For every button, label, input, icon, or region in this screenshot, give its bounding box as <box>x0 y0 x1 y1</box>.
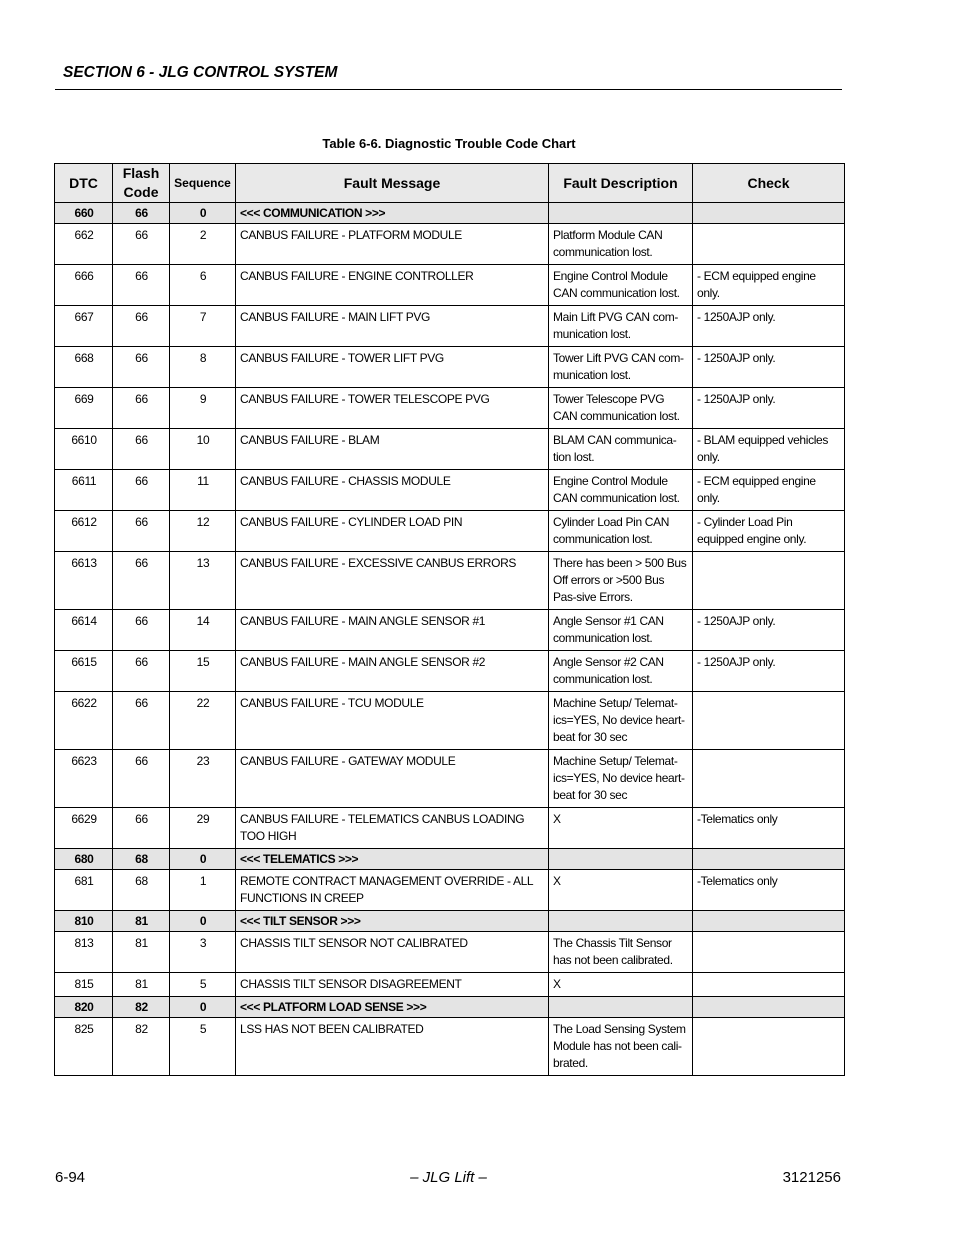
cell-fault-description: Angle Sensor #1 CAN communication lost. <box>549 610 693 651</box>
col-header-fault-message: Fault Message <box>236 164 549 203</box>
dtc-table <box>54 163 845 1076</box>
cell-sequence: 29 <box>170 808 236 849</box>
cell-fault-message: CANBUS FAILURE - TOWER TELESCOPE PVG <box>236 388 549 429</box>
cell-dtc: 681 <box>55 870 113 911</box>
cell-fault-description: Platform Module CAN communication lost. <box>549 224 693 265</box>
table-row <box>55 750 845 808</box>
cell-fault-description <box>549 997 693 1018</box>
cell-check: - BLAM equipped vehicles only. <box>693 429 845 470</box>
cell-sequence: 23 <box>170 750 236 808</box>
cell-fault-message: CANBUS FAILURE - GATEWAY MODULE <box>236 750 549 808</box>
cell-sequence: 12 <box>170 511 236 552</box>
cell-flash-code: 68 <box>113 870 170 911</box>
cell-fault-message: REMOTE CONTRACT MANAGEMENT OVERRIDE - ALL FUNCTIONS IN CREEP <box>236 870 549 911</box>
cell-fault-description: Engine Control Module CAN communication lost. <box>549 470 693 511</box>
cell-flash-code: 81 <box>113 911 170 932</box>
col-header-flash-line1: Flash <box>122 165 160 181</box>
col-header-check: Check <box>693 164 845 203</box>
table-row <box>55 1018 845 1076</box>
cell-flash-code: 81 <box>113 932 170 973</box>
cell-sequence: 5 <box>170 973 236 997</box>
cell-fault-message: CANBUS FAILURE - MAIN ANGLE SENSOR #1 <box>236 610 549 651</box>
cell-dtc: 825 <box>55 1018 113 1076</box>
cell-check <box>693 911 845 932</box>
cell-fault-description <box>549 203 693 224</box>
cell-sequence: 22 <box>170 692 236 750</box>
cell-fault-message: CANBUS FAILURE - MAIN ANGLE SENSOR #2 <box>236 651 549 692</box>
table-row <box>55 932 845 973</box>
page-number: 6-94 <box>55 1169 86 1186</box>
cell-sequence: 0 <box>170 849 236 870</box>
cell-check: - ECM equipped engine only. <box>693 470 845 511</box>
cell-sequence: 9 <box>170 388 236 429</box>
cell-flash-code: 68 <box>113 849 170 870</box>
table-row <box>55 651 845 692</box>
table-row <box>55 511 845 552</box>
cell-sequence: 14 <box>170 610 236 651</box>
cell-fault-message: <<< COMMUNICATION >>> <box>236 203 549 224</box>
cell-fault-description <box>549 911 693 932</box>
cell-sequence: 0 <box>170 203 236 224</box>
cell-dtc: 6612 <box>55 511 113 552</box>
cell-flash-code: 66 <box>113 306 170 347</box>
cell-fault-description: Main Lift PVG CAN com-munication lost. <box>549 306 693 347</box>
table-group-row <box>55 203 845 224</box>
cell-check <box>693 692 845 750</box>
table-row <box>55 692 845 750</box>
cell-dtc: 6613 <box>55 552 113 610</box>
col-header-flash-code <box>113 164 170 203</box>
cell-fault-description: Cylinder Load Pin CAN communication lost. <box>549 511 693 552</box>
cell-dtc: 6623 <box>55 750 113 808</box>
cell-sequence: 2 <box>170 224 236 265</box>
cell-dtc: 6629 <box>55 808 113 849</box>
cell-flash-code: 66 <box>113 750 170 808</box>
table-row <box>55 610 845 651</box>
cell-fault-message: CANBUS FAILURE - MAIN LIFT PVG <box>236 306 549 347</box>
cell-sequence: 13 <box>170 552 236 610</box>
cell-check: - 1250AJP only. <box>693 347 845 388</box>
table-row <box>55 224 845 265</box>
cell-check <box>693 224 845 265</box>
cell-dtc: 6611 <box>55 470 113 511</box>
cell-fault-description: Machine Setup/ Telemat-ics=YES, No device heart-beat for 30 sec <box>549 750 693 808</box>
cell-fault-description <box>549 849 693 870</box>
cell-fault-message: CANBUS FAILURE - TOWER LIFT PVG <box>236 347 549 388</box>
cell-fault-description: There has been > 500 Bus Off errors or >500 Bus Pas-sive Errors. <box>549 552 693 610</box>
cell-flash-code: 66 <box>113 429 170 470</box>
cell-flash-code: 66 <box>113 265 170 306</box>
cell-dtc: 6610 <box>55 429 113 470</box>
col-header-dtc: DTC <box>55 164 113 203</box>
cell-flash-code: 82 <box>113 1018 170 1076</box>
table-title: Table 6-6. Diagnostic Trouble Code Chart <box>322 136 576 151</box>
cell-dtc: 6614 <box>55 610 113 651</box>
cell-check: -Telematics only <box>693 808 845 849</box>
col-header-sequence: Sequence <box>170 164 236 203</box>
cell-sequence: 15 <box>170 651 236 692</box>
cell-fault-message: CANBUS FAILURE - EXCESSIVE CANBUS ERRORS <box>236 552 549 610</box>
cell-fault-description: Tower Telescope PVG CAN communication lost. <box>549 388 693 429</box>
cell-dtc: 669 <box>55 388 113 429</box>
cell-check <box>693 552 845 610</box>
cell-fault-description: Tower Lift PVG CAN com-munication lost. <box>549 347 693 388</box>
cell-fault-description: Engine Control Module CAN communication lost. <box>549 265 693 306</box>
cell-flash-code: 66 <box>113 610 170 651</box>
cell-fault-description: The Load Sensing System Module has not been cali-brated. <box>549 1018 693 1076</box>
cell-dtc: 667 <box>55 306 113 347</box>
table-header-row <box>55 164 845 203</box>
cell-flash-code: 66 <box>113 347 170 388</box>
cell-sequence: 10 <box>170 429 236 470</box>
cell-sequence: 0 <box>170 997 236 1018</box>
cell-sequence: 1 <box>170 870 236 911</box>
table-row <box>55 347 845 388</box>
col-header-fault-description: Fault Description <box>549 164 693 203</box>
table-row <box>55 870 845 911</box>
cell-dtc: 6615 <box>55 651 113 692</box>
table-row <box>55 429 845 470</box>
cell-check <box>693 1018 845 1076</box>
cell-fault-message: CANBUS FAILURE - TCU MODULE <box>236 692 549 750</box>
cell-fault-message: CANBUS FAILURE - ENGINE CONTROLLER <box>236 265 549 306</box>
cell-fault-message: LSS HAS NOT BEEN CALIBRATED <box>236 1018 549 1076</box>
cell-flash-code: 66 <box>113 651 170 692</box>
table-group-row <box>55 997 845 1018</box>
cell-sequence: 7 <box>170 306 236 347</box>
cell-check <box>693 750 845 808</box>
cell-check: - 1250AJP only. <box>693 651 845 692</box>
cell-check <box>693 997 845 1018</box>
cell-dtc: 680 <box>55 849 113 870</box>
cell-flash-code: 66 <box>113 808 170 849</box>
table-group-row <box>55 911 845 932</box>
cell-check: - 1250AJP only. <box>693 388 845 429</box>
table-group-row <box>55 849 845 870</box>
cell-dtc: 660 <box>55 203 113 224</box>
cell-check: - Cylinder Load Pin equipped engine only. <box>693 511 845 552</box>
cell-fault-description: X <box>549 973 693 997</box>
document-number: 3121256 <box>782 1169 841 1186</box>
cell-check <box>693 932 845 973</box>
cell-fault-message: CHASSIS TILT SENSOR DISAGREEMENT <box>236 973 549 997</box>
cell-dtc: 815 <box>55 973 113 997</box>
cell-flash-code: 66 <box>113 511 170 552</box>
cell-fault-message: CANBUS FAILURE - TELEMATICS CANBUS LOADING TOO HIGH <box>236 808 549 849</box>
cell-check <box>693 203 845 224</box>
cell-flash-code: 82 <box>113 997 170 1018</box>
cell-fault-message: CANBUS FAILURE - PLATFORM MODULE <box>236 224 549 265</box>
cell-dtc: 813 <box>55 932 113 973</box>
cell-fault-description: Machine Setup/ Telemat-ics=YES, No device heart-beat for 30 sec <box>549 692 693 750</box>
cell-flash-code: 81 <box>113 973 170 997</box>
cell-flash-code: 66 <box>113 470 170 511</box>
col-header-flash-line2: Code <box>123 184 159 200</box>
table-row <box>55 808 845 849</box>
table-row <box>55 552 845 610</box>
cell-dtc: 810 <box>55 911 113 932</box>
cell-dtc: 820 <box>55 997 113 1018</box>
cell-check <box>693 973 845 997</box>
footer-publisher: – JLG Lift – <box>410 1169 487 1186</box>
cell-check: - 1250AJP only. <box>693 306 845 347</box>
cell-flash-code: 66 <box>113 203 170 224</box>
cell-sequence: 8 <box>170 347 236 388</box>
cell-fault-message: <<< TILT SENSOR >>> <box>236 911 549 932</box>
section-title: SECTION 6 - JLG CONTROL SYSTEM <box>63 64 338 81</box>
cell-check: - ECM equipped engine only. <box>693 265 845 306</box>
cell-fault-message: CANBUS FAILURE - BLAM <box>236 429 549 470</box>
cell-fault-message: CANBUS FAILURE - CHASSIS MODULE <box>236 470 549 511</box>
cell-check: -Telematics only <box>693 870 845 911</box>
cell-dtc: 662 <box>55 224 113 265</box>
header-rule <box>55 89 842 90</box>
cell-sequence: 5 <box>170 1018 236 1076</box>
table-row <box>55 306 845 347</box>
cell-fault-message: CANBUS FAILURE - CYLINDER LOAD PIN <box>236 511 549 552</box>
table-row <box>55 973 845 997</box>
cell-fault-message: <<< PLATFORM LOAD SENSE >>> <box>236 997 549 1018</box>
cell-dtc: 6622 <box>55 692 113 750</box>
table-row <box>55 470 845 511</box>
cell-fault-description: The Chassis Tilt Sensor has not been calibrated. <box>549 932 693 973</box>
cell-flash-code: 66 <box>113 224 170 265</box>
cell-fault-description: Angle Sensor #2 CAN communication lost. <box>549 651 693 692</box>
table-row <box>55 265 845 306</box>
cell-fault-message: <<< TELEMATICS >>> <box>236 849 549 870</box>
cell-check <box>693 849 845 870</box>
cell-flash-code: 66 <box>113 388 170 429</box>
cell-sequence: 11 <box>170 470 236 511</box>
cell-fault-description: X <box>549 808 693 849</box>
cell-fault-message: CHASSIS TILT SENSOR NOT CALIBRATED <box>236 932 549 973</box>
cell-check: - 1250AJP only. <box>693 610 845 651</box>
cell-fault-description: X <box>549 870 693 911</box>
cell-sequence: 3 <box>170 932 236 973</box>
cell-fault-description: BLAM CAN communica-tion lost. <box>549 429 693 470</box>
cell-sequence: 0 <box>170 911 236 932</box>
table-row <box>55 388 845 429</box>
cell-sequence: 6 <box>170 265 236 306</box>
cell-dtc: 666 <box>55 265 113 306</box>
cell-dtc: 668 <box>55 347 113 388</box>
cell-flash-code: 66 <box>113 692 170 750</box>
cell-flash-code: 66 <box>113 552 170 610</box>
